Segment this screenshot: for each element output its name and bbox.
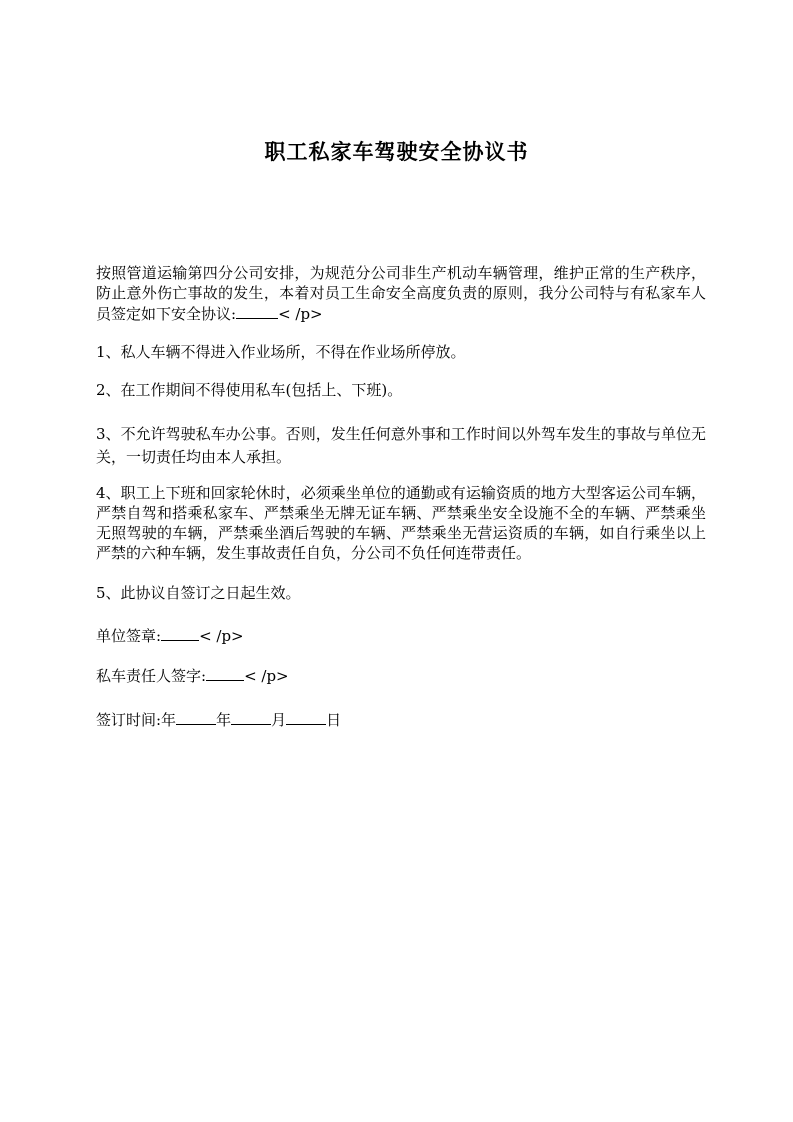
person-signature-label: 私车责任人签字: [96,667,207,685]
intro-tail: < /p> [278,305,323,323]
clause-1: 1、私人车辆不得进入作业场所，不得在作业场所停放。 [96,343,466,361]
day-blank [286,709,326,725]
clause-5: 5、此协议自签订之日起生效。 [96,584,301,602]
unit-seal-tail: < /p> [199,627,244,645]
document-title: 职工私家车驾驶安全协议书 [264,140,529,164]
clause-4: 4、职工上下班和回家轮休时，必须乘坐单位的通勤或有运输资质的地方大型客运公司车辆，严禁自驾和搭乘私家车、严禁乘坐无牌无证车辆、严禁乘坐安全设施不全的车辆、严禁乘坐无照驾驶的车辆，严禁乘坐酒后驾驶的车辆、严禁乘坐无营运资质的车辆，如自行乘坐以上严禁的六种车辆，发生事故责任自负，分公司不负任何连带责任。 [96,484,706,562]
month-label: 月 [271,711,287,729]
unit-seal-blank [161,625,199,641]
person-signature-tail: < /p> [244,667,289,685]
day-label: 日 [326,711,342,729]
clause-3: 3、不允许驾驶私车办公事。否则，发生任何意外事和工作时间以外驾车发生的事故与单位无关，一切责任均由本人承担。 [96,425,706,466]
signature-blank [236,303,278,319]
clause-2: 2、在工作期间不得使用私车(包括上、下班)。 [96,381,403,399]
sign-date-line [96,709,706,731]
intro-text: 按照管道运输第四分公司安排，为规范分公司非生产机动车辆管理，维护正常的生产秩序，防止意外伤亡事故的发生，本着对员工生命安全高度负责的原则，我分公司特与有私家车人员签定如下安全协议: [96,264,706,323]
person-signature-blank [206,665,244,681]
month-blank [231,709,271,725]
unit-seal-line [96,625,706,647]
person-signature-line [96,665,706,687]
year-blank [176,709,216,725]
intro-paragraph [96,263,706,324]
sign-date-label: 签订时间:年 [96,711,177,729]
year-label: 年 [216,711,232,729]
unit-seal-label: 单位签章: [96,627,162,645]
